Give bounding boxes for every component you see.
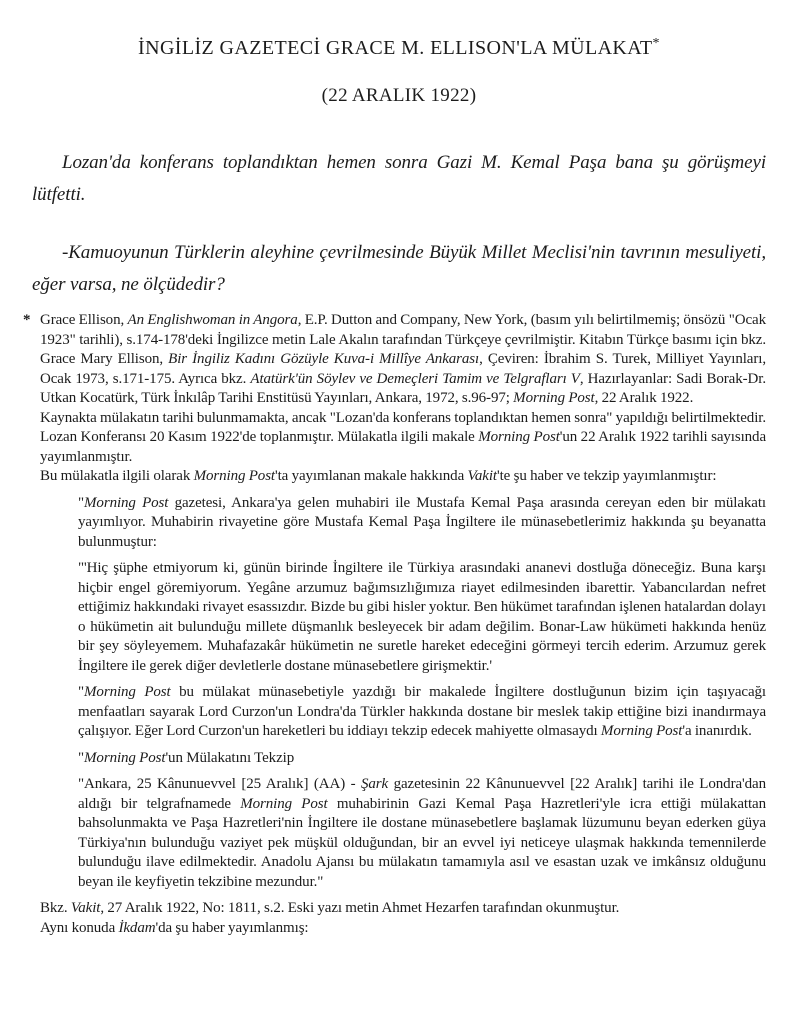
quoted-telegram-paragraph: "Ankara, 25 Kânunuevvel [25 Aralık] (AA) - Şark gazetesinin 22 Kânunuevvel [22 Aralık] tarihi ile Londra'dan aldığı bir telgrafnamede Morning Post muhabirinin Gazi Kemal Paşa Hazretleri'yle icra ettiği mülakattan bahsolunmakta ve Paşa Hazretleri'nin İngiltere ile dostane münasebetlere başlamak lüzumunu beyan ederken güya Türkiya'nın bulunduğu vaziyet pek müşkül olduğundan, bir an evvel iyi neticeye ulaşmak hakkında temennilerde bulunduğu ilave edilmektedir. Anadolu Ajansı bu mülakatın tamamıyla asıl ve esastan uzak ve imkânsız olduğunu beyan ile keyfiyetin tekzibine mezundur." [78,776,766,890]
quote-heading: "Morning Post'un Mülakatını Tekzip [78,749,295,766]
footnote-followup: Aynı konuda İkdam'da şu haber yayımlanmış: [40,919,309,936]
footnote-note: Kaynakta mülakatın tarihi bulunmamakta, ancak "Lozan'da konferans toplandıktan hemen sonra" yapıldığı belirtilmektedir. Lozan Konferansı 20 Kasım 1922'de toplanmıştır. Mülakatla ilgili makale Morning Post'un 22 Aralık 1922 tarihli sayısında yayımlanmıştır. [40,409,767,465]
interview-intro: Lozan'da konferans toplandıktan hemen sonra Gazi M. Kemal Paşa bana şu görüşmeyi lütfetti. [32,152,766,205]
footnote-body [40,311,766,938]
interview-question: -Kamuoyunun Türklerin aleyhine çevrilmesinde Büyük Millet Meclisi'nin tavrının mesuliyeti, eğer varsa, ne ölçüdedir? [32,242,766,295]
interview-body [32,147,766,301]
document-header [32,36,766,107]
title-footnote-marker: * [652,36,660,51]
footnote-lead-in: Bu mülakatla ilgili olarak Morning Post'ta yayımlanan makale hakkında Vakit'te şu haber ve tekzip yayımlanmıştır: [40,468,717,484]
quoted-commentary-paragraph: "Morning Post bu mülakat münasebetiyle yazdığı bir makalede İngiltere dostluğunun bizim için taşıyacağı menfaatları sayarak Lord Curzon'un Londra'da Türkler hakkında dostane bir meslek takip ettiğine bizi inandırmaya çalışıyor. Eğer Lord Curzon'un hareketleri bu iddiayı tekzip edecek mahiyette olmasaydı Morning Post'a inanırdık. [78,684,767,739]
page-title-text: İNGİLİZ GAZETECİ GRACE M. ELLISON'LA MÜLAKAT [138,37,653,59]
footnote [23,311,767,938]
footnote-marker: * [23,312,31,328]
quoted-statement-paragraph: "'Hiç şüphe etmiyorum ki, günün birinde İngiltere ile Türkiya arasındaki ananevi dostluğa döneceğiz. Buna karşı hiçbir engel göremiyorum. Yegâne arzumuz bağımsızlığımıza riayet edilmesinden ibarettir. Yabancılardan nefret ettiğimiz hakkındaki rivayet esassızdır. Bizde bu gibi hisler yoktur. Ben hükümet tarafından işlenen hatalardan dolayı o hükümetin ait bulunduğu millete düşmanlık besleyecek bir adam değilim. Bonar-Law hükümeti hakkında henüz bir şey söyleyemem. Muhafazakâr hükümetin ne suretle hareket edeceğini görmeyi tercih ederim. Arzumuz gerek İngiltere ile gerek diğer devletlerle dostane münasebetlere girişmektir.' [78,560,766,674]
footnote-citation: Grace Ellison, An Englishwoman in Angora, E.P. Dutton and Company, New York, (basım yılı belirtilmemiş; önsözü "Ocak 1923" tarihli), s.174-178'deki İngilizce metin Lale Akalın tarafından Türkçeye çevrilmiştir. Kitabın Türkçe basımı için bkz. Grace Mary Ellison, Bir İngiliz Kadını Gözüyle Kuva-i Millîye Ankarası, Çeviren: İbrahim S. Turek, Milliyet Yayınları, Ocak 1973, s.171-175. Ayrıca bkz. Atatürk'ün Söylev ve Demeçleri Tamim ve Telgrafları V, Hazırlayanlar: Sadi Borak-Dr. Utkan Kocatürk, Türk İnkılâp Tarihi Enstitüsü Yayınları, Ankara, 1972, s.96-97; Morning Post, 22 Aralık 1922. [40,312,766,406]
quoted-news-paragraph: "Morning Post gazetesi, Ankara'ya gelen muhabiri ile Mustafa Kemal Paşa arasında cereyan eden bir mülakatı yayımlıyor. Muhabirin rivayetine göre Mustafa Kemal Paşa İngiltere ile münasebetlerimiz hakkında şu beyanatta bulunmuştur: [78,494,766,550]
footnote-reference: Bkz. Vakit, 27 Aralık 1922, No: 1811, s.2. Eski yazı metin Ahmet Hezarfen tarafından okunmuştur. [40,900,620,916]
date-line: (22 ARALIK 1922) [321,85,477,106]
page-title [32,36,766,63]
